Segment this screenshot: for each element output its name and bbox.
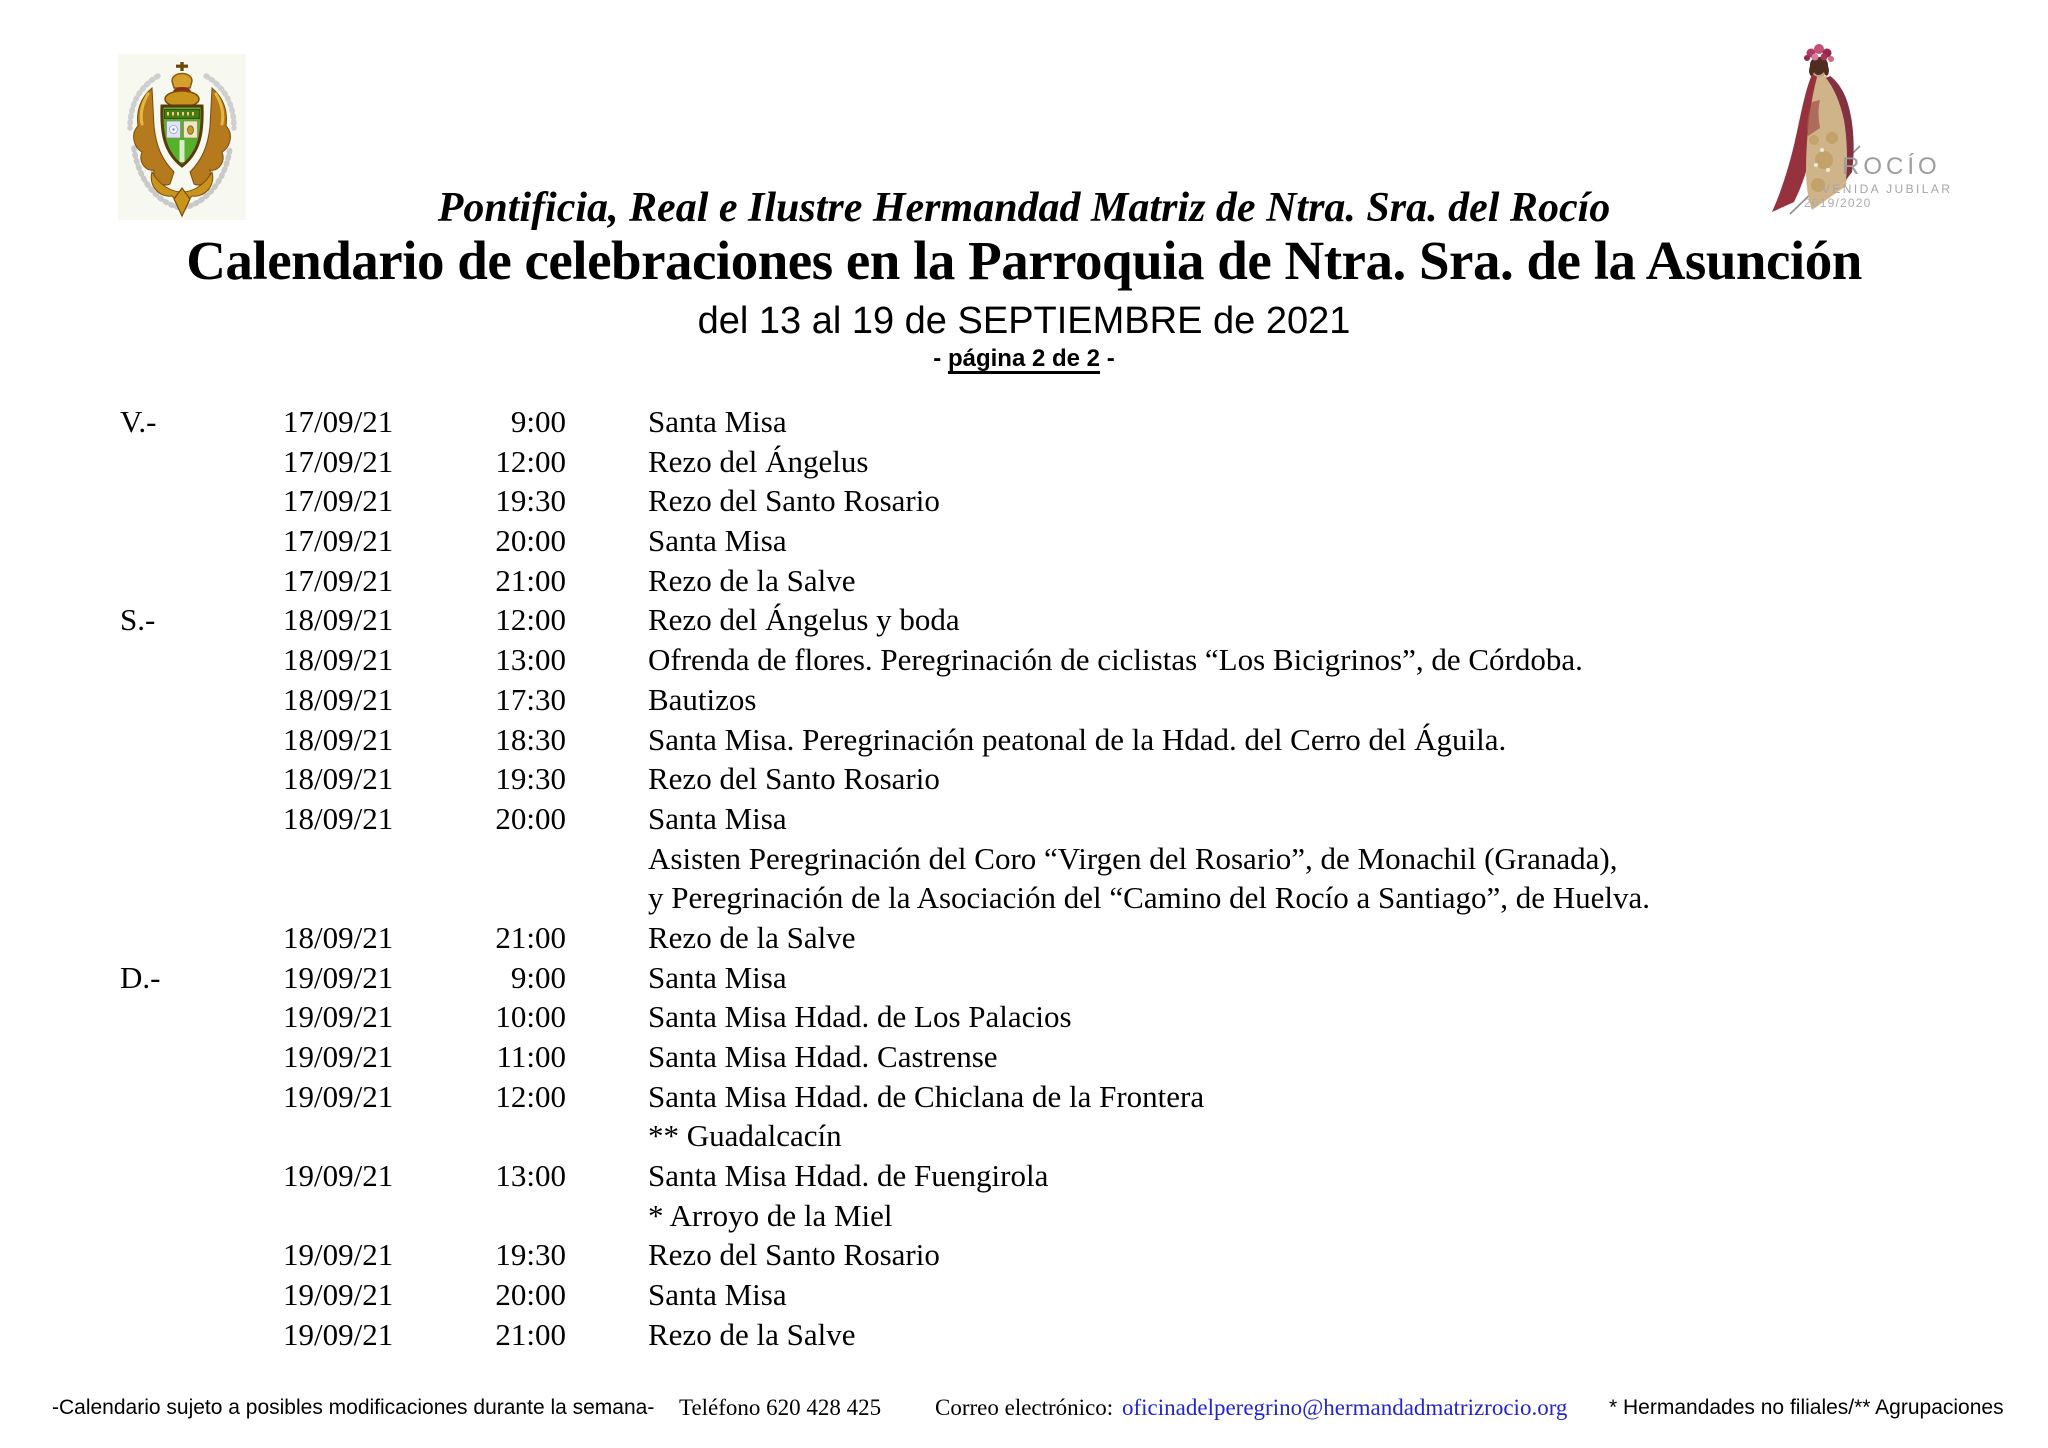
schedule-date [283,878,420,918]
schedule-event: Rezo de la Salve [648,919,856,955]
schedule-time [420,1116,566,1156]
rocio-subtitle: VENIDA JUBILAR [1822,182,1953,196]
schedule-time: 21:00 [495,1316,566,1352]
schedule-day [0,442,283,482]
schedule-event: Santa Misa [648,404,787,439]
schedule-date: 19/09/21 [283,999,394,1035]
schedule-day [0,680,283,720]
footer-legend: * Hermandades no filiales/** Agrupaciones [1609,1396,2004,1419]
schedule-row [0,481,2048,521]
schedule-date: 19/09/21 [283,1237,394,1273]
schedule-date: 19/09/21 [283,959,394,995]
schedule-event: Ofrenda de flores. Peregrinación de ciclistas “Los Bicigrinos”, de Córdoba. [648,642,1583,678]
schedule-date: 19/09/21 [283,1277,394,1313]
schedule-date: 17/09/21 [283,443,394,479]
footer-phone: Teléfono 620 428 425 [679,1395,882,1420]
rocio-years: 2019/2020 [1804,196,1872,210]
schedule-day [0,759,283,799]
page-indicator-suffix: - [1100,345,1115,372]
footer-email-label: Correo electrónico: [935,1395,1114,1420]
schedule-day [0,640,283,680]
schedule-date: 19/09/21 [283,1316,394,1352]
schedule-day [0,561,283,601]
schedule-day [0,1235,283,1275]
schedule-date: 17/09/21 [283,523,394,559]
schedule-row [0,878,2048,918]
schedule-time [420,1196,566,1236]
schedule-time: 20:00 [495,523,566,559]
schedule-date: 19/09/21 [283,1158,394,1194]
schedule-row [0,918,2048,958]
schedule-date: 17/09/21 [283,404,394,439]
schedule-day: S.- [120,602,156,638]
schedule-row [0,997,2048,1037]
schedule-day [0,878,283,918]
schedule-time [420,878,566,918]
schedule-event: Rezo del Ángelus [648,443,869,479]
schedule-table [0,402,2048,1355]
schedule-event: y Peregrinación de la Asociación del “Camino del Rocío a Santiago”, de Huelva. [648,880,1651,916]
schedule-date: 18/09/21 [283,721,394,757]
schedule-row [0,1077,2048,1117]
schedule-row [0,640,2048,680]
schedule-time: 19:30 [495,1237,566,1273]
schedule-row [0,1037,2048,1077]
schedule-event: Santa Misa [648,1277,787,1313]
schedule-row [0,1156,2048,1196]
schedule-event: * Arroyo de la Miel [648,1197,893,1233]
schedule-row [0,521,2048,561]
schedule-row [0,402,2048,442]
schedule-time: 12:00 [495,1078,566,1114]
schedule-date [283,1196,420,1236]
schedule-date: 18/09/21 [283,919,394,955]
schedule-date: 18/09/21 [283,602,394,638]
schedule-date: 18/09/21 [283,800,394,836]
schedule-day [0,720,283,760]
schedule-row [0,839,2048,879]
schedule-row [0,1196,2048,1236]
schedule-day: V.- [120,404,157,439]
schedule-day [0,799,283,839]
footer-note: -Calendario sujeto a posibles modificaciones durante la semana- [52,1396,655,1419]
schedule-event: Rezo de la Salve [648,1316,856,1352]
schedule-row [0,600,2048,640]
schedule-row [0,1116,2048,1156]
schedule-row [0,799,2048,839]
schedule-event: Bautizos [648,681,757,717]
schedule-time: 21:00 [495,562,566,598]
schedule-time: 13:00 [495,1158,566,1194]
schedule-day: D.- [120,959,161,995]
schedule-row [0,759,2048,799]
rocio-wordmark: ROCÍO [1842,153,1941,180]
schedule-day [0,1077,283,1117]
page-indicator [0,342,2048,376]
schedule-event: Rezo del Santo Rosario [648,1237,940,1273]
schedule-time: 12:00 [495,602,566,638]
schedule-day [0,1037,283,1077]
schedule-event: Santa Misa Hdad. Castrense [648,1039,998,1074]
schedule-event: Santa Misa [648,800,787,836]
schedule-day [0,1275,283,1315]
schedule-event: Santa Misa [648,959,787,995]
schedule-time [420,839,566,879]
organization-name: Pontificia, Real e Ilustre Hermandad Matriz de Ntra. Sra. del Rocío [437,185,1611,231]
schedule-row [0,1275,2048,1315]
schedule-day [0,918,283,958]
schedule-date: 19/09/21 [283,1078,394,1114]
schedule-event: Rezo del Santo Rosario [648,761,940,797]
schedule-time: 20:00 [495,800,566,836]
footer [0,1391,2048,1431]
schedule-day [0,1315,283,1355]
schedule-event: Santa Misa Hdad. de Los Palacios [648,999,1072,1035]
schedule-date [283,839,420,879]
schedule-event: Rezo del Ángelus y boda [648,602,960,638]
schedule-event: Santa Misa. Peregrinación peatonal de la Hdad. del Cerro del Águila. [648,721,1507,757]
schedule-row [0,1235,2048,1275]
date-range: del 13 al 19 de SEPTIEMBRE de 2021 [697,300,1351,342]
schedule-day [0,481,283,521]
schedule-time: 18:30 [495,721,566,757]
schedule-row [0,442,2048,482]
schedule-time: 19:30 [495,483,566,519]
schedule-date: 18/09/21 [283,681,394,717]
schedule-time: 19:30 [495,761,566,797]
schedule-row [0,1315,2048,1355]
page-title: Calendario de celebraciones en la Parroquia de Ntra. Sra. de la Asunción [186,230,1862,291]
schedule-date: 18/09/21 [283,761,394,797]
schedule-event: Santa Misa Hdad. de Chiclana de la Frontera [648,1078,1205,1114]
schedule-event: Asisten Peregrinación del Coro “Virgen del Rosario”, de Monachil (Granada), [648,840,1618,876]
page-indicator-prefix: - [933,345,948,372]
schedule-event: Rezo del Santo Rosario [648,483,940,519]
footer-email-link[interactable]: oficinadelperegrino@hermandadmatrizrocio.org [1122,1395,1568,1420]
schedule-day [0,521,283,561]
schedule-date [283,1116,420,1156]
schedule-row [0,720,2048,760]
schedule-day [0,1116,283,1156]
schedule-day [0,997,283,1037]
schedule-time: 13:00 [495,642,566,678]
schedule-event: ** Guadalcacín [648,1118,842,1154]
schedule-time: 11:00 [496,1039,566,1074]
schedule-day [0,839,283,879]
schedule-time: 17:30 [495,681,566,717]
schedule-time: 9:00 [510,404,566,439]
schedule-event: Santa Misa [648,523,787,559]
schedule-date: 17/09/21 [283,562,394,598]
schedule-date: 19/09/21 [283,1039,394,1074]
schedule-row [0,561,2048,601]
schedule-day [0,1196,283,1236]
schedule-time: 20:00 [495,1277,566,1313]
schedule-row [0,680,2048,720]
page-indicator-label: página 2 de 2 [947,345,1101,372]
schedule-event: Santa Misa Hdad. de Fuengirola [648,1158,1049,1194]
schedule-time: 12:00 [495,443,566,479]
schedule-event: Rezo de la Salve [648,562,856,598]
schedule-time: 9:00 [510,959,566,995]
schedule-time: 21:00 [495,919,566,955]
schedule-date: 17/09/21 [283,483,394,519]
schedule-time: 10:00 [495,999,566,1035]
schedule-row [0,958,2048,998]
schedule-date: 18/09/21 [283,642,394,678]
schedule-day [0,1156,283,1196]
